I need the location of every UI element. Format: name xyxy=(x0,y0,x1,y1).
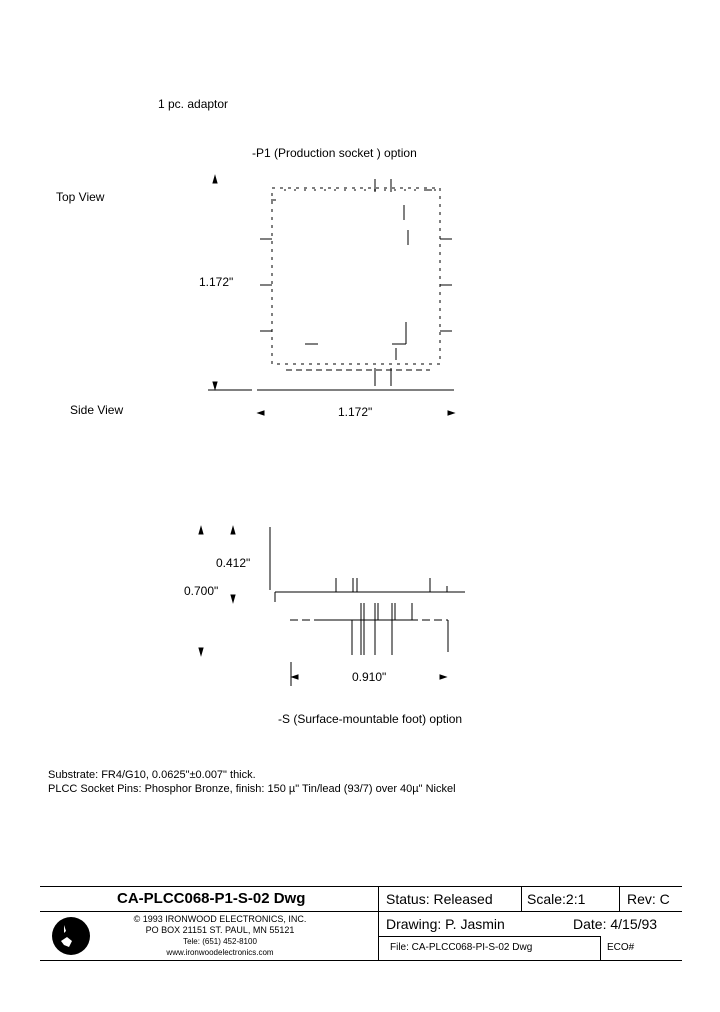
side-total-height-dim: 0.700" xyxy=(184,584,219,598)
pins-note: PLCC Socket Pins: Phosphor Bronze, finish: 150 µ" Tin/lead (93/7) over 40µ" Nickel xyxy=(48,783,456,795)
foot-width-dim: 0.910" xyxy=(352,670,387,684)
file-name: File: CA-PLCC068-PI-S-02 Dwg xyxy=(390,942,533,953)
company-line-2: PO BOX 21151 ST. PAUL, MN 55121 xyxy=(145,925,295,935)
option-s-label: -S (Surface-mountable foot) option xyxy=(278,712,463,726)
company-website[interactable]: www.ironwoodelectronics.com xyxy=(166,948,274,957)
ironwood-logo-icon xyxy=(52,917,90,955)
drawing-date: Date: 4/15/93 xyxy=(573,916,658,932)
top-view-label: Top View xyxy=(56,190,105,204)
company-phone: Tele: (651) 452-8100 xyxy=(183,937,257,946)
substrate-note: Substrate: FR4/G10, 0.0625"±0.007" thick. xyxy=(48,769,256,781)
revision: Rev: C xyxy=(627,891,670,907)
eco-number: ECO# xyxy=(607,942,635,953)
drawing-title: CA-PLCC068-P1-S-02 Dwg xyxy=(117,890,306,907)
option-p1-label: -P1 (Production socket ) option xyxy=(252,146,417,160)
drawn-by: Drawing: P. Jasmin xyxy=(386,916,505,932)
scale: Scale:2:1 xyxy=(527,891,586,907)
company-line-1: © 1993 IRONWOOD ELECTRONICS, INC. xyxy=(133,914,307,924)
top-view-outline xyxy=(272,188,440,364)
top-view-height-dim: 1.172" xyxy=(199,275,234,289)
quantity-note: 1 pc. adaptor xyxy=(158,97,229,111)
top-view-width-dim: 1.172" xyxy=(338,405,373,419)
side-view-label: Side View xyxy=(70,403,124,417)
status: Status: Released xyxy=(386,891,493,907)
side-body-height-dim: 0.412" xyxy=(216,556,251,570)
